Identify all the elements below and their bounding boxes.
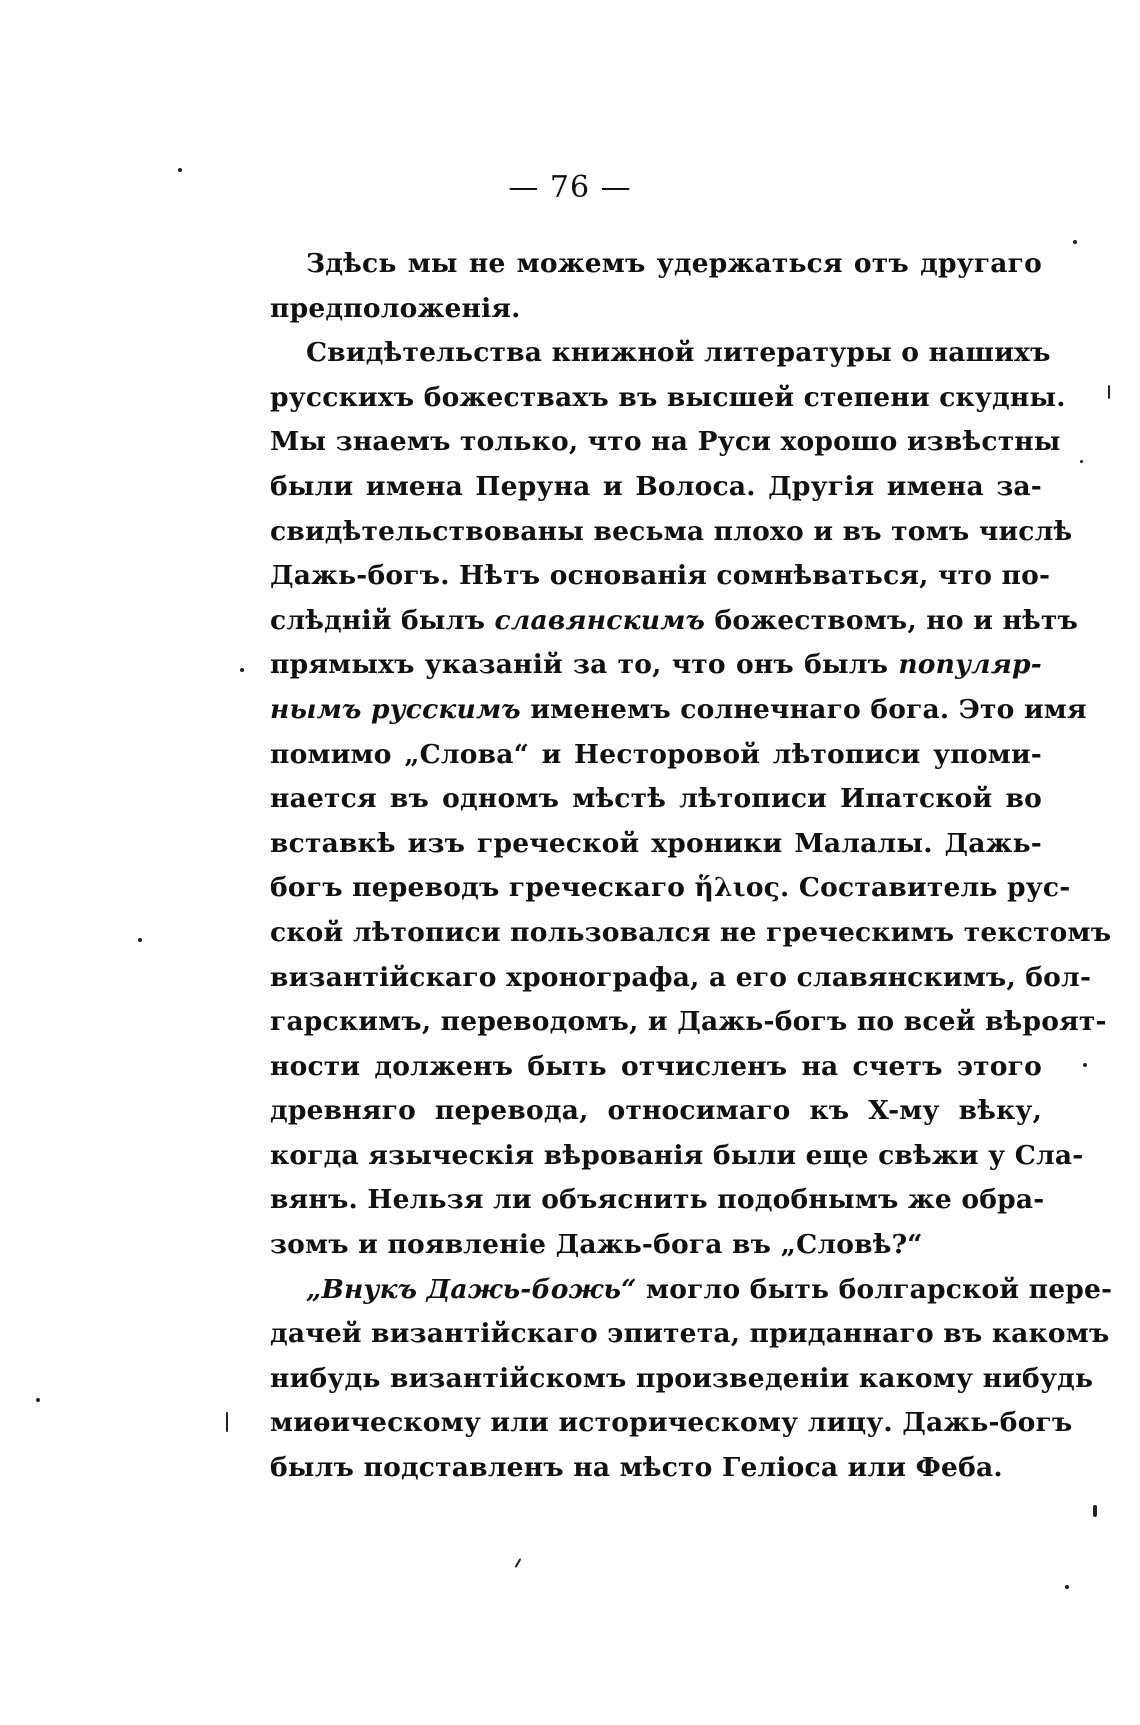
page-number: — 76 — [508, 170, 632, 205]
text-run: могло быть болгарской пере- [636, 1273, 1113, 1305]
scan-speck [178, 168, 182, 172]
text-line [270, 1312, 1110, 1357]
text-line [270, 1357, 1094, 1402]
scan-speck [1073, 240, 1077, 244]
scan-speck [1080, 460, 1083, 463]
text-run: византійскаго хронографа, а его славянскимъ, бол- [270, 961, 1092, 993]
text-line [270, 1223, 1042, 1268]
text-run: богъ переводъ греческаго ἥλιος. Составитель рус- [270, 872, 1071, 904]
text-run: божествомъ, но и нѣтъ [705, 604, 1079, 636]
scan-speck [240, 668, 244, 672]
text-run: помимо „Слова“ и Несторовой лѣтописи упоми- [270, 738, 1042, 770]
text-line [270, 1134, 1084, 1179]
italic-phrase: „Внукъ Дажь-божь“ [306, 1273, 637, 1305]
text-run: древняго перевода, относимаго къ X-му вѣку, [270, 1095, 1042, 1127]
scan-speck [1065, 1585, 1069, 1589]
text-line [270, 956, 1092, 1001]
text-line [270, 420, 1061, 465]
scan-speck [1083, 1063, 1087, 1067]
scan-speck [1093, 1505, 1097, 1517]
text-run: свидѣтельствованы весьма плохо и въ томъ числѣ [270, 515, 1073, 547]
text-run: былъ подставленъ на мѣсто Геліоса или Феба. [270, 1452, 1003, 1484]
text-run: когда языческія вѣрованія были еще свѣжи у Сла- [270, 1139, 1084, 1171]
text-line [270, 331, 1051, 376]
text-line [270, 376, 1066, 421]
text-run: нается въ одномъ мѣстѣ лѣтописи Ипатской во [270, 783, 1042, 815]
body-text [270, 242, 1113, 1491]
text-run: были имена Перуна и Волоса. Другія имена за- [270, 470, 1042, 502]
text-line [270, 1089, 1042, 1134]
text-run: слѣдній былъ [270, 604, 495, 636]
text-run: русскихъ божествахъ въ высшей степени скудны. [270, 381, 1066, 413]
text-line [270, 1178, 1045, 1223]
text-run: ности долженъ быть отчисленъ на счетъ этого [270, 1050, 1042, 1082]
scan-speck [515, 1558, 522, 1568]
italic-phrase: популяр- [898, 649, 1042, 681]
text-line [270, 866, 1071, 911]
text-line [270, 1401, 1073, 1446]
text-run: нибудь византійскомъ произведеніи какому нибудь [270, 1362, 1094, 1394]
text-line [270, 733, 1042, 778]
text-run: прямыхъ указаній за то, что онъ былъ [270, 649, 899, 681]
text-line [270, 287, 1042, 332]
text-run: Свидѣтельства книжной литературы о нашихъ [306, 337, 1051, 369]
text-line [270, 599, 1079, 644]
scan-speck [138, 938, 142, 942]
text-run: предположенія. [270, 292, 521, 324]
text-run: Мы знаемъ только, что на Руси хорошо извѣстны [270, 426, 1061, 458]
text-run: вставкѣ изъ греческой хроники Малалы. Дажь- [270, 827, 1042, 859]
text-run: именемъ солнечнаго бога. Это имя [520, 693, 1087, 725]
text-line [270, 242, 1042, 287]
scan-speck [1108, 385, 1110, 399]
text-run: ской лѣтописи пользовался не греческимъ текстомъ [270, 916, 1112, 948]
text-line [270, 643, 1042, 688]
italic-phrase: славянскимъ [494, 604, 706, 636]
text-run: вянъ. Нельзя ли объяснить подобнымъ же обра- [270, 1184, 1045, 1216]
text-run: Здѣсь мы не можемъ удержаться отъ другаго [306, 248, 1042, 279]
text-run: гарскимъ, переводомъ, и Дажь-богъ по всей вѣроят- [270, 1006, 1107, 1038]
scan-speck [226, 1412, 228, 1432]
text-run: Дажь-богъ. Нѣтъ основанія сомнѣваться, что по- [270, 560, 1051, 592]
text-line [270, 1268, 1113, 1313]
text-run: дачей византійскаго эпитета, приданнаго въ какомъ [270, 1318, 1110, 1350]
text-line [270, 688, 1087, 733]
text-line [270, 465, 1042, 510]
text-line [270, 777, 1042, 822]
text-line [270, 911, 1112, 956]
text-line [270, 510, 1073, 555]
text-run: миѳическому или историческому лицу. Дажь-богъ [270, 1407, 1073, 1439]
text-line [270, 554, 1051, 599]
text-line [270, 822, 1042, 867]
text-run: зомъ и появленіе Дажь-бога въ „Словѣ?“ [270, 1229, 923, 1261]
italic-phrase: нымъ русскимъ [270, 693, 521, 725]
scan-speck [36, 1398, 40, 1402]
text-line [270, 1446, 1042, 1491]
text-line [270, 1000, 1107, 1045]
text-line [270, 1045, 1042, 1090]
